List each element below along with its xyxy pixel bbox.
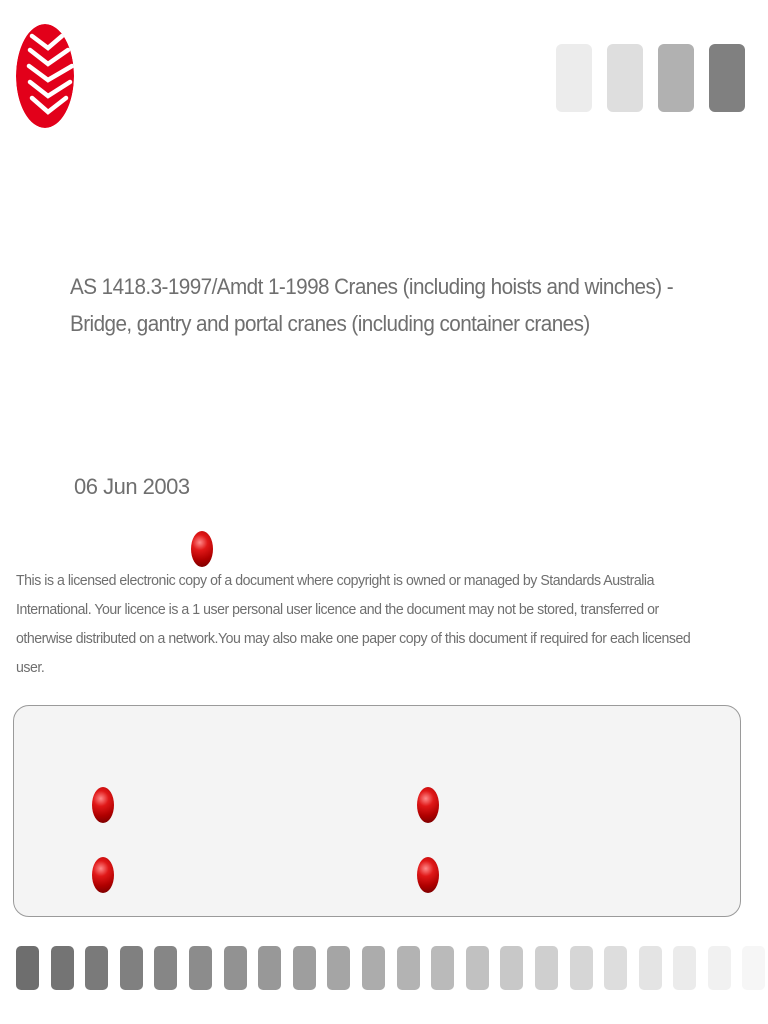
bottom-square bbox=[673, 946, 696, 990]
bottom-square bbox=[570, 946, 593, 990]
document-title: AS 1418.3-1997/Amdt 1-1998 Cranes (including hoists and winches) - Bridge, gantry and portal cranes (including container cranes) bbox=[70, 274, 674, 336]
bottom-square bbox=[154, 946, 177, 990]
bottom-square bbox=[397, 946, 420, 990]
bottom-square bbox=[258, 946, 281, 990]
bottom-grey-squares bbox=[16, 946, 765, 990]
bottom-square bbox=[431, 946, 454, 990]
standards-australia-logo-icon bbox=[14, 22, 76, 130]
top-square bbox=[709, 44, 745, 112]
bottom-square bbox=[51, 946, 74, 990]
bottom-square bbox=[85, 946, 108, 990]
bottom-square bbox=[535, 946, 558, 990]
bottom-square bbox=[120, 946, 143, 990]
bottom-square bbox=[639, 946, 662, 990]
info-panel bbox=[13, 705, 741, 917]
bottom-square bbox=[189, 946, 212, 990]
bottom-square bbox=[327, 946, 350, 990]
bottom-square bbox=[500, 946, 523, 990]
bottom-square bbox=[708, 946, 731, 990]
bottom-square bbox=[466, 946, 489, 990]
bottom-square bbox=[293, 946, 316, 990]
red-sphere-bullet-icon bbox=[92, 787, 114, 823]
top-square bbox=[658, 44, 694, 112]
bottom-square bbox=[16, 946, 39, 990]
top-square bbox=[556, 44, 592, 112]
document-date: 06 Jun 2003 bbox=[74, 474, 190, 499]
bottom-square bbox=[224, 946, 247, 990]
red-sphere-bullet-icon bbox=[191, 531, 213, 567]
licence-notice: This is a licensed electronic copy of a document where copyright is owned or managed by Standards Australia International. Your licence is a 1 user personal user licence and the document may not be stored, transferred or otherwise distributed on a network.You may also make one paper copy of this document if required for each licensed user. bbox=[16, 572, 691, 676]
red-sphere-bullet-icon bbox=[417, 787, 439, 823]
top-grey-squares bbox=[556, 44, 745, 112]
bottom-square bbox=[604, 946, 627, 990]
bottom-square bbox=[362, 946, 385, 990]
top-square bbox=[607, 44, 643, 112]
bottom-square bbox=[742, 946, 765, 990]
red-sphere-bullet-icon bbox=[92, 857, 114, 893]
red-sphere-bullet-icon bbox=[417, 857, 439, 893]
